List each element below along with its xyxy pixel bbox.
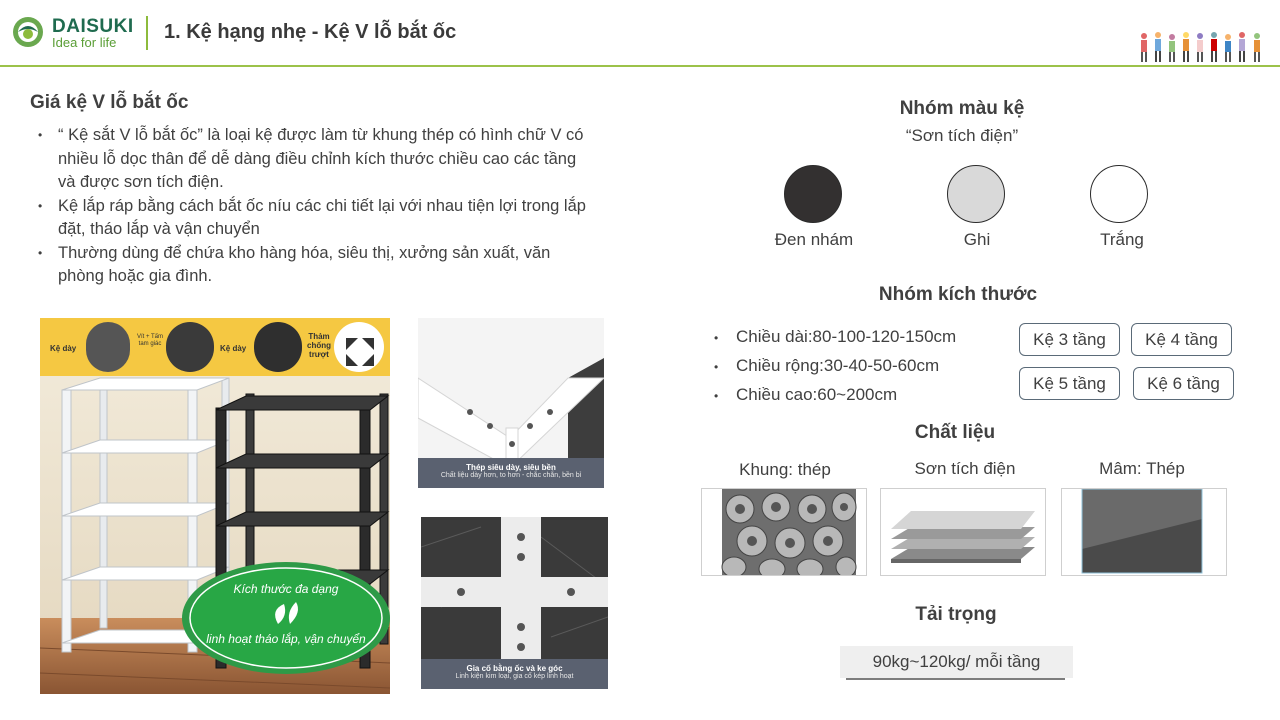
material-image-coated-sheets [880,488,1046,576]
bolts-caption-title: Gia cố bằng ốc và ke góc [466,664,563,673]
material-image-steel-coils [701,488,867,576]
intro-bullet: • “ Kệ sắt V lỗ bắt ốc” là loại kệ được làm từ khung thép có hình chữ V có nhiều lỗ dọc thân để dễ dàng điều chỉnh kích thước chiều cao các tầng và được sơn tích điện. [38,126,584,191]
colors-subtitle: “Sơn tích điện” [905,126,1019,145]
material-image-steel-plate [1061,488,1227,576]
load-underline [846,678,1065,680]
product-label: Thảm chống trượt [307,332,331,359]
material-title: Chất liệu [914,422,996,443]
header-rule [0,65,1280,67]
detail-image-steel [418,318,604,488]
bullet-dot: • [38,245,43,260]
size-spec-list [714,326,956,413]
size-spec-item: • Chiều rộng:30-40-50-60cm [714,355,956,384]
bullet-dot: • [714,331,719,345]
steel-plate-icon [1062,489,1227,576]
swatch-black[interactable] [784,165,842,223]
colors-title: Nhóm màu kệ [899,98,1025,119]
swatch-label: Trắng [1100,230,1144,249]
product-label: Kệ dày [220,344,247,353]
steel-coils-icon [702,489,867,576]
people-illustration-icon [1136,30,1268,64]
detail-caption-sub: Chất liệu dày hơn, to hơn - chắc chắn, bền bỉ [440,472,582,479]
swatch-label: Đen nhám [774,230,854,249]
swatch-gray[interactable] [947,165,1005,223]
detail-image-bolts [421,517,608,689]
size-spec-item: • Chiều dài:80-100-120-150cm [714,326,956,355]
brand-tagline: Idea for life [52,35,117,50]
tier-4-button[interactable]: Kệ 4 tầng [1131,323,1232,356]
material-label: Sơn tích điện [914,459,1016,478]
bolts-caption-sub: Linh kiện kim loại, gia cố kép linh hoạt [455,673,574,680]
tier-3-button[interactable]: Kệ 3 tầng [1019,323,1120,356]
intro-bullets [38,124,598,289]
load-value: 90kg~120kg/ mỗi tầng [840,646,1073,678]
badge-line-2: linh hoạt tháo lắp, vận chuyển [206,632,366,646]
intro-title: Giá kệ V lỗ bắt ốc [30,92,189,113]
bullet-dot: • [38,128,43,142]
material-label: Khung: thép [739,460,831,479]
daisuki-logo-icon [12,16,44,48]
page-title: 1. Kệ hạng nhẹ - Kệ V lỗ bắt ốc [164,21,457,43]
material-label: Mâm: Thép [1099,459,1185,478]
swatch-label: Ghi [963,230,991,249]
tier-5-button[interactable]: Kệ 5 tầng [1019,367,1120,400]
product-label: Vít + Tấm tam giác [136,334,164,347]
load-title: Tải trọng [915,604,997,625]
intro-bullet: • Thường dùng để chứa kho hàng hóa, siêu thị, xưởng sản xuất, văn phòng hoặc gia đình. [38,243,551,285]
header [0,0,1280,66]
size-spec-item: • Chiều cao:60~200cm [714,384,956,413]
coated-sheets-icon [881,489,1046,576]
size-title: Nhóm kích thước [878,284,1038,305]
daisuki-logo[interactable] [12,14,152,52]
detail-caption-title: Thép siêu dày, siêu bền [466,463,556,472]
product-image-shelves [40,318,390,694]
bullet-dot: • [714,389,719,403]
intro-bullet: • Kệ lắp ráp bằng cách bắt ốc níu các chi tiết lại với nhau tiện lợi trong lắp đặt, tháo lắp và vận chuyển [38,196,586,238]
product-label: Kệ dày [50,344,77,353]
bolts-caption [421,664,608,680]
swatch-white[interactable] [1090,165,1148,223]
tier-6-button[interactable]: Kệ 6 tầng [1133,367,1234,400]
detail-caption [418,463,604,479]
brand-name: DAISUKI [52,16,134,37]
bullet-dot: • [38,198,43,213]
bullet-dot: • [714,360,719,374]
badge-line-1: Kích thước đa dạng [233,582,339,596]
header-divider [146,16,148,50]
